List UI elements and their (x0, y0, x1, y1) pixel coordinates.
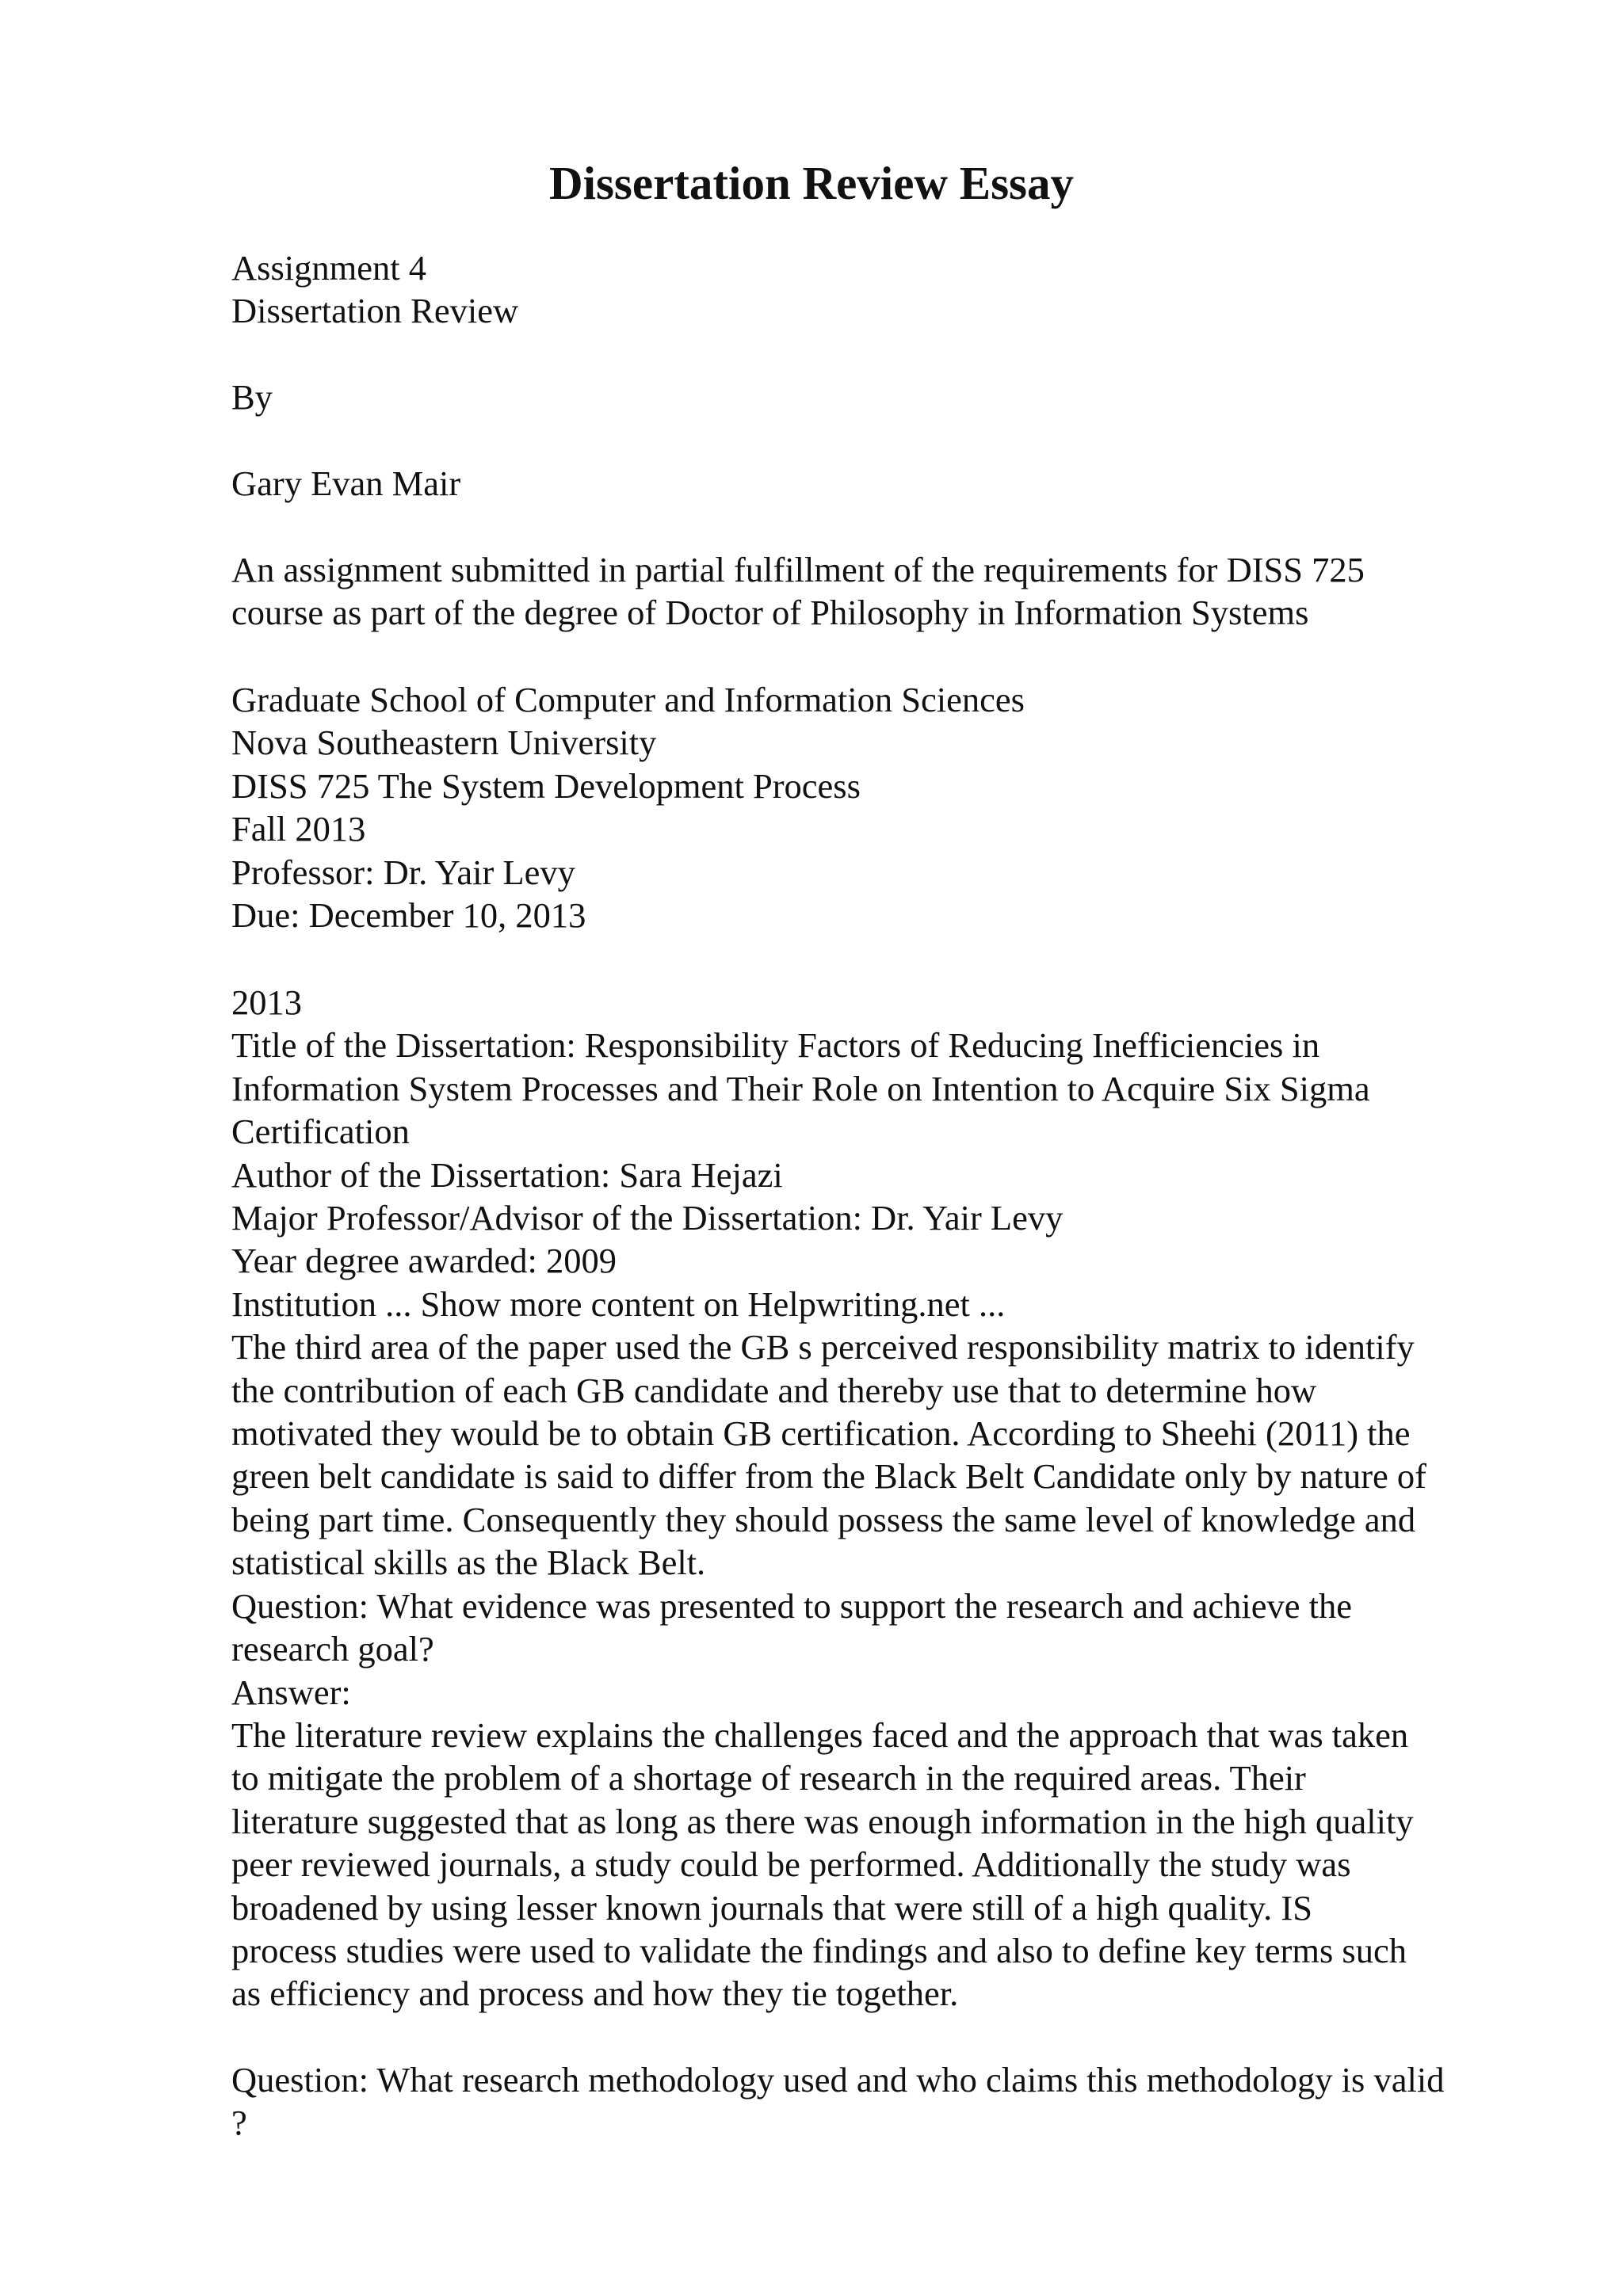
body-line: The literature review explains the challenges faced and the approach that was taken (231, 1714, 1409, 1755)
question-line: Question: What research methodology used and who claims this methodology is valid (231, 2060, 1445, 2100)
body-line: green belt candidate is said to differ from the Black Belt Candidate only by nature of (231, 1456, 1427, 1497)
assignment-header (231, 246, 1515, 333)
assignment-number: Assignment 4 (231, 248, 426, 288)
body-line: as efficiency and process and how they tie together. (231, 1974, 959, 2014)
detail-line: Nova Southeastern University (231, 723, 657, 763)
body-line: Author of the Dissertation: Sara Hejazi (231, 1154, 783, 1195)
final-question (231, 2058, 1515, 2145)
body-line: research goal? (231, 1629, 434, 1669)
detail-line: DISS 725 The System Development Process (231, 765, 861, 806)
detail-line: Professor: Dr. Yair Levy (231, 852, 575, 892)
detail-line: Fall 2013 (231, 809, 366, 849)
body-line: Information System Processes and Their Role on Intention to Acquire Six Sigma (231, 1068, 1370, 1108)
course-details (231, 678, 1515, 936)
essay-body (231, 981, 1515, 2016)
body-line: motivated they would be to obtain GB certification. According to Sheehi (2011) the (231, 1413, 1411, 1454)
statement-line: course as part of the degree of Doctor of Philosophy in Information Systems (231, 593, 1309, 633)
body-line: peer reviewed journals, a study could be performed. Additionally the study was (231, 1844, 1351, 1885)
body-line: 2013 (231, 982, 302, 1022)
document-title: Dissertation Review Essay (548, 157, 1075, 209)
by-line: By (231, 377, 273, 417)
body-line: to mitigate the problem of a shortage of research in the required areas. Their (231, 1758, 1306, 1798)
assignment-subtitle: Dissertation Review (231, 291, 519, 331)
author-name: Gary Evan Mair (231, 463, 461, 503)
body-line: Year degree awarded: 2009 (231, 1241, 617, 1281)
statement-line: An assignment submitted in partial fulfillment of the requirements for DISS 725 (231, 550, 1365, 589)
body-line: Question: What evidence was presented to support the research and achieve the (231, 1585, 1352, 1626)
detail-line: Graduate School of Computer and Information Sciences (231, 680, 1025, 719)
body-line: broadened by using lesser known journals that were still of a high quality. IS (231, 1887, 1312, 1928)
body-line: The third area of the paper used the GB s perceived responsibility matrix to identify (231, 1327, 1415, 1367)
body-line: Certification (231, 1112, 410, 1152)
body-line: literature suggested that as long as there was enough information in the high quality (231, 1801, 1414, 1841)
body-line: statistical skills as the Black Belt. (231, 1543, 706, 1583)
body-line: process studies were used to validate the findings and also to define key terms such (231, 1930, 1407, 1970)
body-line: Answer: (231, 1672, 351, 1712)
body-line: Title of the Dissertation: Responsibility Factors of Reducing Inefficiencies in (231, 1025, 1320, 1066)
submission-statement (231, 548, 1515, 635)
question-line: ? (231, 2103, 247, 2143)
body-line: Major Professor/Advisor of the Dissertation: Dr. Yair Levy (231, 1198, 1064, 1238)
body-line: the contribution of each GB candidate and thereby use that to determine how (231, 1370, 1317, 1410)
body-line: being part time. Consequently they should possess the same level of knowledge and (231, 1499, 1416, 1539)
body-line: Institution ... Show more content on Helpwriting.net ... (231, 1283, 1006, 1324)
detail-line: Due: December 10, 2013 (231, 895, 586, 936)
